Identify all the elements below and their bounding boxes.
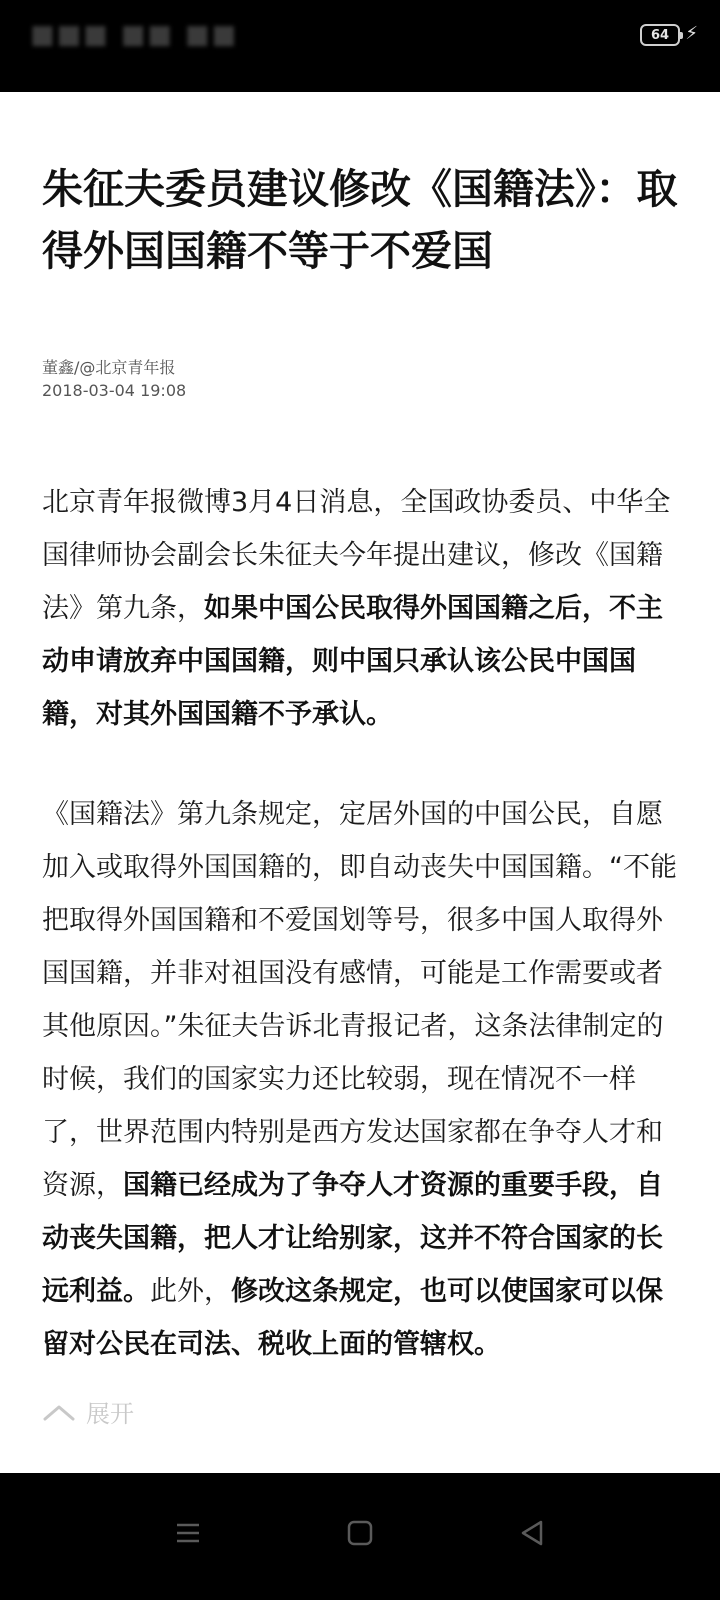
lightning-icon: ⚡︎ [685,23,698,44]
article-paragraph [42,788,682,1371]
article-paragraph [42,476,682,741]
home-button[interactable] [340,1513,380,1553]
article-author[interactable]: 董鑫/@北京青年报 [42,358,176,377]
paragraph-text-bold: 修改这条规定，也可以使国家可以保留对公民在司法、税收上面的管辖权。 [42,1276,663,1360]
back-button[interactable] [512,1513,552,1553]
menu-button[interactable] [168,1513,208,1553]
article-view[interactable] [0,92,720,1473]
back-icon [519,1519,545,1547]
battery-level: 64 [650,27,670,43]
article-title: 朱征夫委员建议修改《国籍法》：取得外国国籍不等于不爱国 [42,165,678,275]
paragraph-text: 此外， [150,1276,231,1307]
expand-label: 展开 [86,1400,134,1428]
paragraph-text-bold: 如果中国公民取得外国国籍之后，不主动申请放弃中国国籍，则中国只承认该公民中国国籍，对其外国国籍不予承认。 [42,593,663,730]
expand-button[interactable] [42,1394,134,1429]
navigation-bar [0,1473,720,1600]
article-timestamp: 2018-03-04 19:08 [42,381,187,400]
blurred-status-text: ■■■ ■■ ■■ [30,20,239,50]
home-icon [347,1520,373,1546]
chevron-up-icon [42,1402,76,1422]
paragraph-text: 《国籍法》第九条规定，定居外国的中国公民，自愿加入或取得外国国籍的，即自动丧失中国国籍。“不能把取得外国国籍和不爱国划等号，很多中国人取得外国国籍，并非对祖国没有感情，可能是工作需要或者其他原因。”朱征夫告诉北青报记者，这条法律制定的时候，我们的国家实力还比较弱，现在情况不一样了，世界范围内特别是西方发达国家都在争夺人才和资源， [42,799,677,1201]
menu-icon [175,1521,201,1545]
paragraph-text-bold: 国籍已经成为了争夺人才资源的重要手段，自动丧失国籍，把人才让给别家，这并不符合国家的长远利益。 [42,1170,663,1307]
status-notifications [30,18,238,52]
status-bar [0,0,720,92]
paragraph-text: 北京青年报微博3月4日消息，全国政协委员、中华全国律师协会副会长朱征夫今年提出建议，修改《国籍法》第九条， [42,487,671,624]
battery-icon [640,24,680,46]
